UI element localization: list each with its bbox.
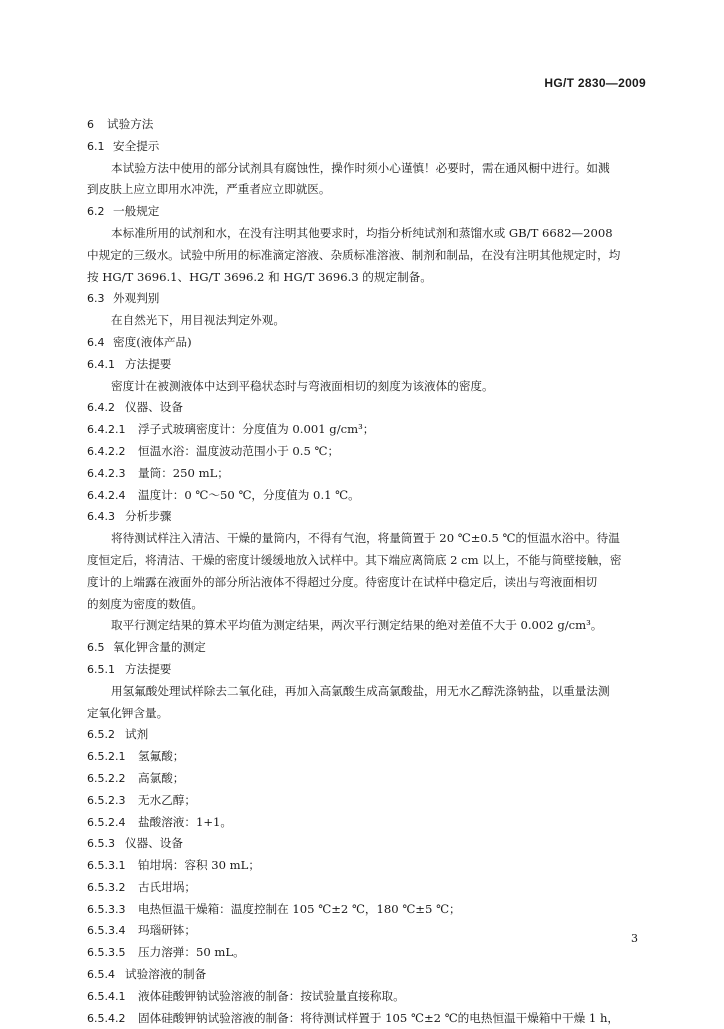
clause-number: 6.5.3: [87, 837, 115, 851]
clause-number: 6.5.2: [87, 728, 115, 742]
clause-text: 安全提示: [113, 138, 160, 153]
clause-text: 一般规定: [113, 204, 160, 219]
clause-number: 6.4.2.2: [87, 444, 126, 458]
clause-text: 仪器、设备: [125, 836, 183, 851]
clause-number: 6: [87, 118, 94, 131]
clause-heading: [87, 441, 649, 463]
clause-heading: [87, 724, 649, 746]
clause-heading: [87, 942, 649, 964]
clause-text: 分析步骤: [125, 509, 172, 524]
clause-text: 仪器、设备: [125, 400, 183, 415]
clause-heading: [87, 899, 649, 921]
clause-heading: [87, 332, 649, 354]
clause-number: 6.5.3.5: [87, 946, 126, 960]
clause-text: 高氯酸；: [138, 770, 185, 785]
clause-text: 浮子式玻璃密度计：分度值为 0.001 g/cm³；: [138, 422, 375, 437]
clause-number: 6.3: [87, 292, 105, 306]
paragraph-line: 本标准所用的试剂和水，在没有注明其他要求时，均指分析纯试剂和蒸馏水或 GB/T 6682—2008: [111, 225, 613, 240]
clause-heading: [87, 746, 649, 768]
clause-heading: [87, 1008, 649, 1029]
clause-text: 量筒：250 mL；: [138, 465, 229, 480]
clause-number: 6.4.1: [87, 357, 115, 371]
clause-heading: [87, 354, 649, 376]
clause-heading: [87, 964, 649, 986]
clause-text: 方法提要: [125, 661, 172, 676]
clause-number: 6.4: [87, 335, 105, 349]
clause-text: 压力溶弹：50 mL。: [138, 945, 245, 960]
clause-text: 电热恒温干燥箱：温度控制在 105 ℃±2 ℃，180 ℃±5 ℃；: [138, 901, 461, 916]
clause-heading: [87, 485, 649, 507]
paragraph-line: 将待测试样注入清洁、干燥的量筒内，不得有气泡，将量筒置于 20 ℃±0.5 ℃的恒温水浴中。待温: [111, 531, 620, 546]
clause-text: 试验方法: [107, 117, 154, 131]
clause-heading: [87, 920, 649, 942]
clause-heading: [87, 201, 649, 223]
clause-number: 6.4.2.4: [87, 488, 126, 502]
paragraph-continuation: 到皮肤上应立即用水冲洗，严重者应立即就医。: [87, 182, 331, 197]
clause-number: 6.4.3: [87, 510, 115, 524]
section-heading: [87, 114, 649, 136]
clause-text: 试验溶液的制备: [125, 967, 207, 982]
clause-number: 6.5.2.4: [87, 815, 126, 829]
clause-text: 方法提要: [125, 356, 172, 371]
clause-number: 6.5.3.3: [87, 902, 126, 916]
paragraph-line: 本试验方法中使用的部分试剂具有腐蚀性，操作时须小心谨慎！必要时，需在通风橱中进行。如溅: [111, 160, 610, 175]
paragraph-continuation: 按 HG/T 3696.1、HG/T 3696.2 和 HG/T 3696.3 的规定制备。: [87, 269, 432, 284]
clause-number: 6.5.2.3: [87, 793, 126, 807]
paragraph-line: 密度计在被测液体中达到平稳状态时与弯液面相切的刻度为该液体的密度。: [111, 378, 494, 393]
clause-number: 6.5.1: [87, 662, 115, 676]
clause-text: 液体硅酸钾钠试验溶液的制备：按试验量直接称取。: [138, 988, 405, 1003]
clause-text: 盐酸溶液：1+1。: [138, 814, 233, 829]
clause-heading: [87, 812, 649, 834]
clause-text: 外观判别: [113, 291, 160, 306]
paragraph-continuation: 中规定的三级水。试验中所用的标准滴定溶液、杂质标准溶液、制剂和制品，在没有注明其他规定时，均: [87, 247, 621, 262]
clause-heading: [87, 790, 649, 812]
paragraph-continuation: 定氧化钾含量。: [87, 705, 169, 720]
clause-number: 6.5.4.1: [87, 989, 126, 1003]
clause-heading: [87, 288, 649, 310]
clause-number: 6.5.3.4: [87, 924, 126, 938]
clause-text: 固体硅酸钾钠试验溶液的制备：将待测试样置于 105 ℃±2 ℃的电热恒温干燥箱中干燥 1 h，: [138, 1010, 620, 1025]
clause-text: 恒温水浴：温度波动范围小于 0.5 ℃；: [138, 443, 340, 458]
clause-text: 玛瑙研钵；: [138, 923, 196, 938]
clause-number: 6.5.2.1: [87, 750, 126, 764]
paragraph-line: 在自然光下，用目视法判定外观。: [111, 313, 285, 328]
clause-number: 6.4.2.1: [87, 423, 126, 437]
clause-heading: [87, 506, 649, 528]
clause-heading: [87, 659, 649, 681]
paragraph-continuation: 度恒定后，将清洁、干燥的密度计缓缓地放入试样中。其下端应离筒底 2 cm 以上，不能与筒壁接触，密: [87, 552, 622, 567]
clause-text: 氢氟酸；: [138, 749, 185, 764]
clause-number: 6.5.3.1: [87, 859, 126, 873]
clause-heading: [87, 419, 649, 441]
clause-number: 6.2: [87, 205, 105, 219]
clause-text: 密度(液体产品): [113, 334, 192, 349]
paragraph-line: 取平行测定结果的算术平均值为测定结果，两次平行测定结果的绝对差值不大于 0.002 g/cm³。: [111, 618, 603, 633]
clause-heading: [87, 768, 649, 790]
clause-number: 6.5.3.2: [87, 880, 126, 894]
clause-heading: [87, 986, 649, 1008]
clause-number: 6.5.4.2: [87, 1011, 126, 1025]
clause-number: 6.5: [87, 641, 105, 655]
clause-heading: [87, 637, 649, 659]
clause-number: 6.1: [87, 139, 105, 153]
paragraph-continuation: 的刻度为密度的数值。: [87, 596, 203, 611]
clause-number: 6.5.2.2: [87, 771, 126, 785]
paragraph-continuation: 度计的上端露在液面外的部分所沾液体不得超过分度。待密度计在试样中稳定后，读出与弯液面相切: [87, 574, 598, 589]
clause-heading: [87, 855, 649, 877]
clause-text: 铂坩埚：容积 30 mL；: [138, 858, 260, 873]
clause-heading: [87, 877, 649, 899]
standard-code-header: HG/T 2830—2009: [544, 76, 646, 90]
clause-number: 6.4.2: [87, 401, 115, 415]
clause-text: 氧化钾含量的测定: [113, 640, 206, 655]
clause-heading: [87, 397, 649, 419]
clause-heading: [87, 463, 649, 485]
clause-number: 6.4.2.3: [87, 466, 126, 480]
document-body: [87, 114, 649, 1029]
clause-text: 无水乙醇；: [138, 792, 196, 807]
clause-heading: [87, 833, 649, 855]
page-number: 3: [631, 932, 638, 945]
clause-number: 6.5.4: [87, 968, 115, 982]
clause-text: 温度计：0 ℃～50 ℃，分度值为 0.1 ℃。: [138, 487, 360, 502]
clause-text: 古氏坩埚；: [138, 879, 196, 894]
clause-heading: [87, 136, 649, 158]
clause-text: 试剂: [125, 727, 149, 742]
paragraph-line: 用氢氟酸处理试样除去二氧化硅，再加入高氯酸生成高氯酸盐，用无水乙醇洗涤钠盐，以重量法测: [111, 683, 610, 698]
